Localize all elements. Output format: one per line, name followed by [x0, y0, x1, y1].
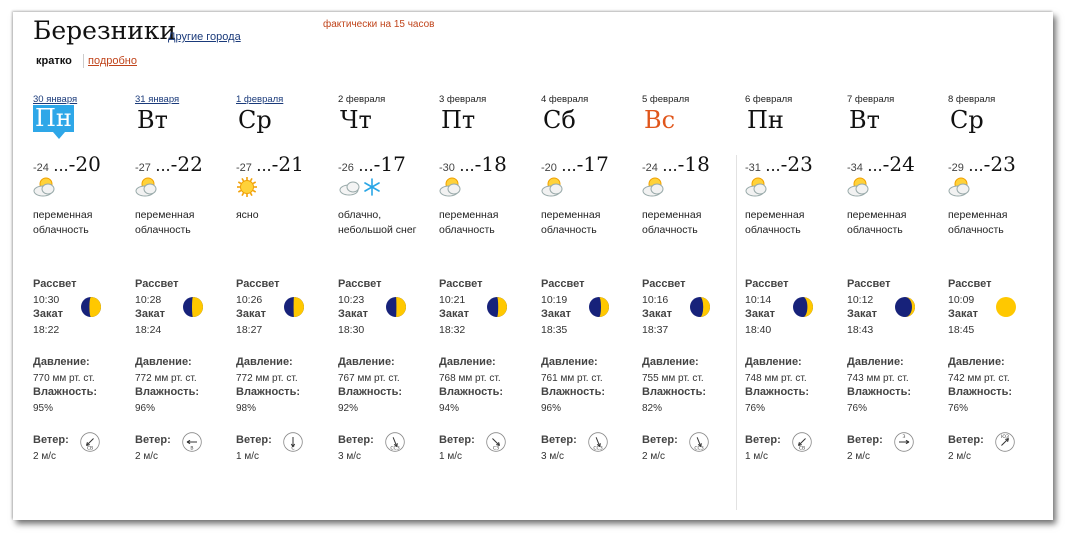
wind-direction-icon: [689, 432, 709, 457]
sunrise-time: 10:19: [541, 294, 568, 306]
pressure-label: Давление:: [642, 356, 699, 368]
wind-dir-label: СВ: [86, 446, 94, 452]
wind-speed: 2 м/с: [642, 451, 665, 462]
wind-dir-label: СВ: [798, 446, 806, 452]
city-title: Березники: [33, 16, 177, 45]
pressure-label: Давление:: [541, 356, 598, 368]
wind-label: Ветер:: [847, 434, 883, 446]
temp-min: -27: [236, 162, 252, 174]
temp-max: -24: [882, 152, 915, 176]
condition-line-1: переменная: [33, 209, 93, 221]
condition-line-2: облачность: [847, 224, 903, 236]
humidity-label: Влажность:: [642, 386, 706, 398]
day-date: 5 февраля: [642, 94, 690, 105]
moon-phase-icon: [283, 296, 305, 323]
temp-separator: ...: [459, 156, 475, 175]
sunset-label: Закат: [338, 308, 369, 320]
mode-detailed-link[interactable]: подробно: [88, 55, 137, 67]
day-weekday: Вс: [644, 106, 676, 134]
wind-dir-label: ССЗ: [694, 446, 704, 452]
moon-phase-icon: [182, 296, 204, 323]
day-weekday: Ср: [950, 106, 984, 134]
sunset-time: 18:32: [439, 324, 466, 336]
temp-min: -24: [642, 162, 658, 174]
temp-separator: ...: [155, 156, 171, 175]
sunrise-time: 10:28: [135, 294, 162, 306]
day-date: 6 февраля: [745, 94, 793, 105]
moon-phase-icon: [80, 296, 102, 323]
pressure-label: Давление:: [338, 356, 395, 368]
condition-text: [745, 208, 845, 238]
pressure-value: 743 мм рт. ст.: [847, 373, 909, 384]
pressure-value: 761 мм рт. ст.: [541, 373, 603, 384]
wind-direction-icon: [80, 432, 100, 457]
wind-direction-icon: [995, 432, 1015, 457]
day-column: [642, 94, 742, 494]
day-date: 8 февраля: [948, 94, 996, 105]
condition-text: [948, 208, 1048, 238]
day-temperature: [338, 152, 406, 176]
wind-label: Ветер:: [236, 434, 272, 446]
day-weekday: Пн: [35, 104, 72, 132]
humidity-label: Влажность:: [439, 386, 503, 398]
wind-label: Ветер:: [642, 434, 678, 446]
condition-line-1: переменная: [745, 209, 805, 221]
wind-direction-icon: [588, 432, 608, 457]
day-column: [236, 94, 336, 494]
actual-time-note: фактически на 15 часов: [323, 19, 435, 30]
condition-line-2: облачность: [541, 224, 597, 236]
sunrise-label: Рассвет: [338, 278, 382, 290]
pressure-label: Давление:: [948, 356, 1005, 368]
sunset-time: 18:30: [338, 324, 365, 336]
wind-direction-icon: [385, 432, 405, 457]
pressure-value: 742 мм рт. ст.: [948, 373, 1010, 384]
temp-min: -20: [541, 162, 557, 174]
sunrise-time: 10:30: [33, 294, 60, 306]
temp-max: -17: [576, 152, 609, 176]
partly-cloudy-icon: [847, 176, 873, 198]
sunrise-label: Рассвет: [135, 278, 179, 290]
today-pointer: [53, 132, 65, 139]
day-column: [847, 94, 947, 494]
day-column: [745, 94, 845, 494]
sunset-time: 18:35: [541, 324, 568, 336]
day-weekday: Пт: [441, 106, 476, 134]
day-temperature: [948, 152, 1016, 176]
condition-text: [439, 208, 539, 238]
temp-max: -18: [677, 152, 710, 176]
temp-max: -23: [780, 152, 813, 176]
temp-max: -21: [271, 152, 304, 176]
temp-min: -27: [135, 162, 151, 174]
day-weekday: Вт: [137, 106, 168, 134]
moon-phase-icon: [792, 296, 814, 323]
sunrise-time: 10:16: [642, 294, 669, 306]
cloud-snow-icon: [338, 176, 386, 198]
temp-separator: ...: [867, 156, 883, 175]
humidity-value: 94%: [439, 403, 460, 414]
condition-text: [135, 208, 235, 238]
partly-cloudy-icon: [33, 176, 59, 198]
day-date: 3 февраля: [439, 94, 487, 105]
humidity-value: 76%: [948, 403, 969, 414]
pressure-label: Давление:: [236, 356, 293, 368]
pressure-label: Давление:: [33, 356, 90, 368]
temp-max: -17: [373, 152, 406, 176]
sunrise-label: Рассвет: [439, 278, 483, 290]
moon-phase-icon: [689, 296, 711, 323]
day-temperature: [847, 152, 915, 176]
temp-max: -22: [170, 152, 203, 176]
condition-line-1: облачно,: [338, 209, 382, 221]
pressure-label: Давление:: [135, 356, 192, 368]
sunrise-time: 10:23: [338, 294, 365, 306]
condition-line-2: облачность: [135, 224, 191, 236]
humidity-value: 82%: [642, 403, 663, 414]
wind-direction-icon: [486, 432, 506, 457]
day-temperature: [745, 152, 813, 176]
partly-cloudy-icon: [439, 176, 465, 198]
condition-line-1: переменная: [948, 209, 1008, 221]
pressure-label: Давление:: [439, 356, 496, 368]
wind-speed: 2 м/с: [847, 451, 870, 462]
humidity-label: Влажность:: [135, 386, 199, 398]
humidity-label: Влажность:: [338, 386, 402, 398]
temp-min: -34: [847, 162, 863, 174]
temp-min: -26: [338, 162, 354, 174]
pressure-label: Давление:: [745, 356, 802, 368]
condition-text: [642, 208, 742, 238]
day-date[interactable]: 1 февраля: [236, 94, 284, 105]
temp-min: -24: [33, 162, 49, 174]
condition-line-1: переменная: [135, 209, 195, 221]
sunrise-label: Рассвет: [745, 278, 789, 290]
moon-phase-icon: [486, 296, 508, 323]
condition-text: [338, 208, 438, 238]
wind-label: Ветер:: [439, 434, 475, 446]
wind-label: Ветер:: [135, 434, 171, 446]
sunset-time: 18:40: [745, 324, 772, 336]
pressure-value: 772 мм рт. ст.: [135, 373, 197, 384]
condition-line-2: облачность: [439, 224, 495, 236]
day-date[interactable]: 30 января: [33, 94, 78, 105]
day-column: [338, 94, 438, 494]
sunrise-label: Рассвет: [847, 278, 891, 290]
pressure-label: Давление:: [847, 356, 904, 368]
other-cities-link[interactable]: Другие города: [168, 31, 241, 43]
wind-label: Ветер:: [33, 434, 69, 446]
temp-separator: ...: [968, 156, 984, 175]
pressure-value: 748 мм рт. ст.: [745, 373, 807, 384]
sunset-label: Закат: [948, 308, 979, 320]
temp-separator: ...: [53, 156, 69, 175]
humidity-label: Влажность:: [948, 386, 1012, 398]
wind-speed: 3 м/с: [338, 451, 361, 462]
mode-separator: [83, 54, 84, 68]
day-column: [541, 94, 641, 494]
sunset-time: 18:22: [33, 324, 60, 336]
wind-dir-label: С: [291, 446, 295, 452]
pressure-value: 768 мм рт. ст.: [439, 373, 501, 384]
sunset-label: Закат: [642, 308, 673, 320]
condition-line-2: облачность: [642, 224, 698, 236]
temp-min: -31: [745, 162, 761, 174]
moon-phase-icon: [588, 296, 610, 323]
sunset-label: Закат: [745, 308, 776, 320]
condition-line-2: небольшой снег: [338, 224, 417, 236]
sunset-label: Закат: [847, 308, 878, 320]
wind-speed: 1 м/с: [236, 451, 259, 462]
sunset-label: Закат: [541, 308, 572, 320]
wind-dir-label: З: [902, 435, 906, 440]
partly-cloudy-icon: [541, 176, 567, 198]
day-weekday: Вт: [849, 106, 880, 134]
day-temperature: [541, 152, 609, 176]
partly-cloudy-icon: [642, 176, 668, 198]
sunset-time: 18:45: [948, 324, 975, 336]
condition-text: [847, 208, 947, 238]
temp-separator: ...: [662, 156, 678, 175]
day-date: 7 февраля: [847, 94, 895, 105]
sunrise-time: 10:26: [236, 294, 263, 306]
wind-direction-icon: [792, 432, 812, 457]
day-temperature: [642, 152, 710, 176]
wind-label: Ветер:: [338, 434, 374, 446]
wind-direction-icon: [894, 432, 914, 457]
sunrise-time: 10:21: [439, 294, 466, 306]
day-temperature: [439, 152, 507, 176]
humidity-value: 96%: [135, 403, 156, 414]
day-column: [439, 94, 539, 494]
condition-line-2: облачность: [745, 224, 801, 236]
sunrise-label: Рассвет: [642, 278, 686, 290]
condition-text: [541, 208, 641, 238]
temp-separator: ...: [358, 156, 374, 175]
wind-speed: 3 м/с: [541, 451, 564, 462]
condition-line-1: переменная: [847, 209, 907, 221]
sunrise-label: Рассвет: [236, 278, 280, 290]
pressure-value: 755 мм рт. ст.: [642, 373, 704, 384]
sunrise-label: Рассвет: [948, 278, 992, 290]
wind-speed: 1 м/с: [745, 451, 768, 462]
sunrise-label: Рассвет: [541, 278, 585, 290]
humidity-label: Влажность:: [745, 386, 809, 398]
wind-speed: 2 м/с: [948, 451, 971, 462]
partly-cloudy-icon: [948, 176, 974, 198]
humidity-label: Влажность:: [847, 386, 911, 398]
day-column: [948, 94, 1048, 494]
wind-speed: 2 м/с: [33, 451, 56, 462]
humidity-value: 95%: [33, 403, 54, 414]
pressure-value: 770 мм рт. ст.: [33, 373, 95, 384]
day-temperature: [33, 152, 101, 176]
day-weekday: Ср: [238, 106, 272, 134]
humidity-label: Влажность:: [33, 386, 97, 398]
day-weekday: Пн: [747, 106, 784, 134]
sunrise-label: Рассвет: [33, 278, 77, 290]
wind-dir-label: ЮЗ: [1001, 435, 1009, 440]
sunset-label: Закат: [135, 308, 166, 320]
wind-label: Ветер:: [541, 434, 577, 446]
condition-line-2: облачность: [33, 224, 89, 236]
pressure-value: 772 мм рт. ст.: [236, 373, 298, 384]
humidity-value: 76%: [847, 403, 868, 414]
temp-separator: ...: [256, 156, 272, 175]
sunset-time: 18:24: [135, 324, 162, 336]
wind-direction-icon: [283, 432, 303, 457]
condition-line-1: переменная: [541, 209, 601, 221]
wind-dir-label: ССЗ: [390, 446, 400, 452]
day-weekday: Чт: [340, 106, 372, 134]
temp-min: -29: [948, 162, 964, 174]
humidity-label: Влажность:: [236, 386, 300, 398]
sunset-time: 18:27: [236, 324, 263, 336]
humidity-value: 98%: [236, 403, 257, 414]
wind-dir-label: СЗ: [492, 446, 500, 452]
sun-icon: [236, 176, 260, 198]
condition-line-1: ясно: [236, 209, 259, 221]
wind-label: Ветер:: [948, 434, 984, 446]
sunset-time: 18:43: [847, 324, 874, 336]
moon-phase-icon: [385, 296, 407, 323]
sunset-label: Закат: [33, 308, 64, 320]
temp-max: -20: [68, 152, 101, 176]
moon-phase-icon: [995, 296, 1017, 323]
sunset-time: 18:37: [642, 324, 669, 336]
partly-cloudy-icon: [135, 176, 161, 198]
wind-dir-label: В: [190, 446, 194, 452]
day-date: 2 февраля: [338, 94, 386, 105]
sunrise-time: 10:09: [948, 294, 975, 306]
wind-speed: 2 м/с: [135, 451, 158, 462]
wind-direction-icon: [182, 432, 202, 457]
condition-text: [33, 208, 133, 238]
day-temperature: [236, 152, 304, 176]
day-column: [33, 94, 133, 494]
day-date: 4 февраля: [541, 94, 589, 105]
sunset-label: Закат: [439, 308, 470, 320]
temp-separator: ...: [561, 156, 577, 175]
sunrise-time: 10:12: [847, 294, 874, 306]
condition-line-1: переменная: [439, 209, 499, 221]
humidity-label: Влажность:: [541, 386, 605, 398]
moon-phase-icon: [894, 296, 916, 323]
condition-line-2: облачность: [948, 224, 1004, 236]
condition-text: [236, 208, 336, 223]
day-temperature: [135, 152, 203, 176]
temp-separator: ...: [765, 156, 781, 175]
humidity-value: 92%: [338, 403, 359, 414]
humidity-value: 76%: [745, 403, 766, 414]
wind-dir-label: ССЗ: [593, 446, 603, 452]
temp-min: -30: [439, 162, 455, 174]
temp-max: -23: [983, 152, 1016, 176]
day-column: [135, 94, 235, 494]
wind-speed: 1 м/с: [439, 451, 462, 462]
partly-cloudy-icon: [745, 176, 771, 198]
sunset-label: Закат: [236, 308, 267, 320]
day-weekday: Сб: [543, 106, 576, 134]
mode-short-tab[interactable]: кратко: [36, 55, 72, 67]
day-date[interactable]: 31 января: [135, 94, 180, 105]
humidity-value: 96%: [541, 403, 562, 414]
wind-label: Ветер:: [745, 434, 781, 446]
temp-max: -18: [474, 152, 507, 176]
sunrise-time: 10:14: [745, 294, 772, 306]
condition-line-1: переменная: [642, 209, 702, 221]
pressure-value: 767 мм рт. ст.: [338, 373, 400, 384]
